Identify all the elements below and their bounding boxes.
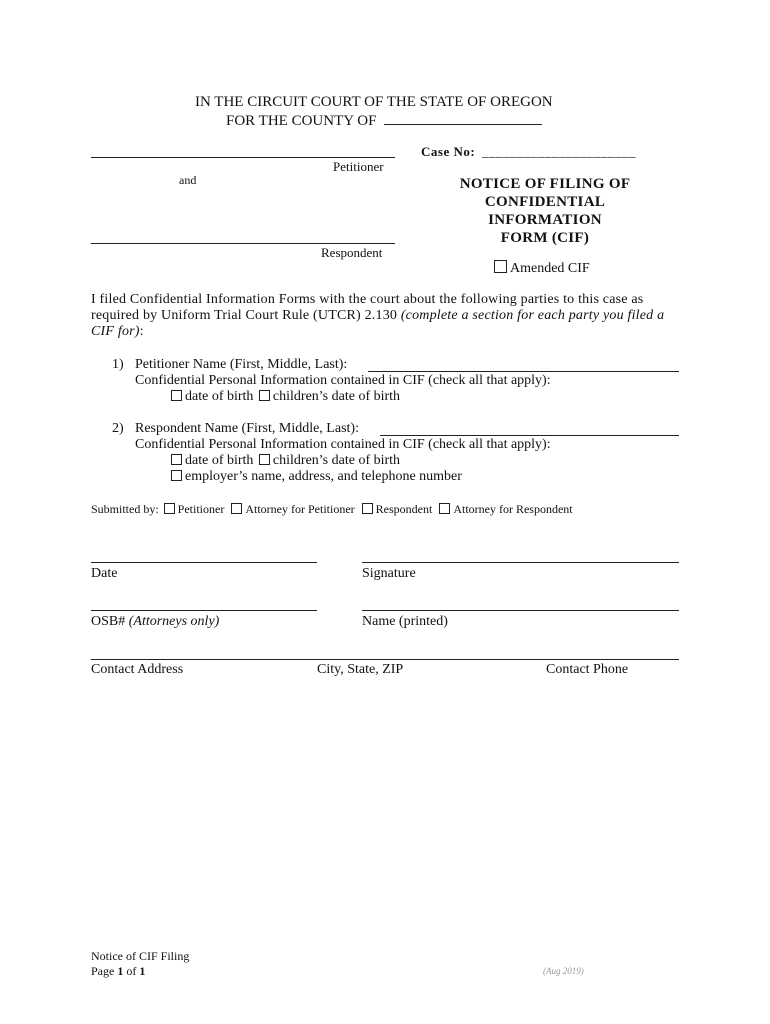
county-label: FOR THE COUNTY OF [226, 113, 377, 129]
amended-cif-option[interactable] [494, 260, 590, 277]
notice-title-line-1: NOTICE OF FILING OF [459, 176, 631, 192]
city-state-zip-label: City, State, ZIP [317, 662, 404, 677]
petitioner-full-name-label: Petitioner Name (First, Middle, Last): [135, 357, 348, 372]
footer-page-number [91, 964, 145, 979]
osb-field[interactable] [91, 610, 317, 611]
signature-label: Signature [362, 566, 416, 581]
section-2-name-row [135, 421, 359, 437]
respondent-employer-checkbox[interactable] [171, 470, 182, 481]
section-2-number: 2) [112, 421, 124, 436]
respondent-dob-label: date of birth [185, 453, 254, 468]
intro-end: : [139, 324, 144, 339]
petitioner-dob-label: date of birth [185, 389, 254, 404]
petitioner-name-line[interactable] [91, 157, 395, 158]
osb-label-row [91, 614, 219, 630]
submitted-petitioner-checkbox[interactable] [164, 503, 175, 514]
submitted-attorney-respondent-label: Attorney for Respondent [453, 502, 573, 516]
notice-title-line-2: CONFIDENTIAL [484, 194, 606, 210]
respondent-caption-label: Respondent [321, 245, 383, 260]
submitted-by-label: Submitted by: [91, 502, 159, 516]
section-2-info-label: Confidential Personal Information contained in CIF (check all that apply): [135, 437, 551, 452]
respondent-employer-label: employer’s name, address, and telephone number [185, 469, 462, 484]
footer-form-name: Notice of CIF Filing [91, 949, 190, 963]
printed-name-label: Name (printed) [362, 614, 448, 629]
section-2-employer-option [171, 469, 462, 485]
page-total: 1 [139, 964, 146, 978]
amended-cif-label: Amended CIF [510, 261, 590, 276]
contact-address-label: Contact Address [91, 662, 184, 677]
submitted-respondent-checkbox[interactable] [362, 503, 373, 514]
submitted-attorney-petitioner-checkbox[interactable] [231, 503, 242, 514]
respondent-children-dob-label: children’s date of birth [272, 453, 401, 468]
respondent-dob-checkbox[interactable] [171, 454, 182, 465]
respondent-full-name-label: Respondent Name (First, Middle, Last): [135, 421, 359, 436]
submitted-by-row [91, 502, 573, 517]
notice-title [435, 175, 655, 247]
submitted-respondent-label: Respondent [375, 502, 433, 516]
petitioner-dob-checkbox[interactable] [171, 390, 182, 401]
page-prefix: Page [91, 964, 118, 978]
date-label: Date [91, 566, 118, 581]
court-heading: IN THE CIRCUIT COURT OF THE STATE OF OREGON [195, 94, 553, 110]
notice-title-line-3: INFORMATION [488, 212, 602, 228]
section-1-number: 1) [112, 357, 124, 372]
intro-paragraph [91, 292, 691, 340]
respondent-name-line[interactable] [91, 243, 395, 244]
petitioner-full-name-field[interactable] [368, 371, 679, 372]
signature-field[interactable] [362, 562, 679, 563]
respondent-children-dob-checkbox[interactable] [259, 454, 270, 465]
case-no-field[interactable]: ______________________ [481, 144, 636, 159]
contact-field-line[interactable] [91, 659, 679, 660]
county-field[interactable] [384, 112, 542, 125]
section-1-options [171, 389, 400, 405]
section-1-name-row [135, 357, 347, 373]
and-label: and [179, 173, 197, 187]
contact-phone-label: Contact Phone [546, 662, 629, 677]
petitioner-caption-label: Petitioner [333, 159, 384, 174]
page-of: of [123, 964, 140, 978]
osb-label: OSB# [91, 614, 126, 629]
page-current: 1 [117, 964, 124, 978]
footer-revision: (Aug 2019) [543, 966, 584, 976]
submitted-attorney-respondent-checkbox[interactable] [439, 503, 450, 514]
amended-cif-checkbox[interactable] [494, 260, 507, 273]
intro-text: I filed Confidential Information Forms with the court about the following parties to this case as required by Uniform Trial Court Rule (UTCR) 2.130 [91, 292, 644, 323]
county-heading [226, 112, 542, 130]
section-1-info-label: Confidential Personal Information contained in CIF (check all that apply): [135, 373, 551, 388]
notice-title-line-4: FORM (CIF) [500, 230, 590, 246]
submitted-petitioner-label: Petitioner [177, 502, 225, 516]
submitted-attorney-petitioner-label: Attorney for Petitioner [245, 502, 355, 516]
printed-name-field[interactable] [362, 610, 679, 611]
respondent-full-name-field[interactable] [380, 435, 679, 436]
case-no-label: Case No: [421, 144, 476, 159]
intro-instruction: (complete a section for each party you filed a CIF for) [91, 308, 665, 339]
date-field[interactable] [91, 562, 317, 563]
petitioner-children-dob-checkbox[interactable] [259, 390, 270, 401]
osb-note: (Attorneys only) [128, 614, 220, 629]
case-number [421, 144, 636, 160]
petitioner-children-dob-label: children’s date of birth [272, 389, 401, 404]
section-2-options [171, 453, 400, 469]
